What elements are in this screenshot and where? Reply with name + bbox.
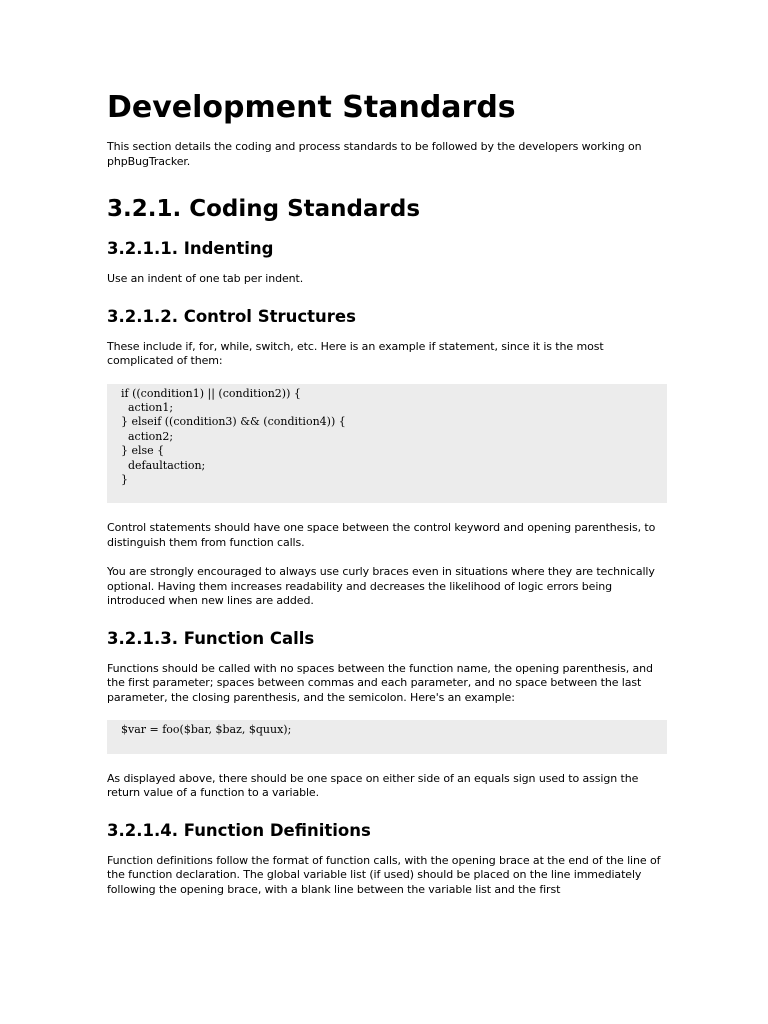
control-structures-paragraph: These include if, for, while, switch, etc. Here is an example if statement, since it is the most complicated of them: (107, 339, 604, 367)
page-title: Development Standards (107, 90, 516, 125)
subsection-heading-indenting: 3.2.1.1. Indenting (107, 239, 274, 258)
equals-sign-paragraph: As displayed above, there should be one space on either side of an equals sign used to assign the return value of a function to a variable. (107, 771, 639, 800)
document-page (107, 88, 667, 912)
subsection-heading-function-calls: 3.2.1.3. Function Calls (107, 628, 315, 648)
function-definitions-paragraph: Function definitions follow the format of function calls, with the opening brace at the end of the line of the function declaration. The global variable list (if used) should be placed on the line immediately following the opening brace, with a blank line between the variable list and the first (107, 853, 661, 896)
function-calls-paragraph: Functions should be called with no spaces between the function name, the opening parenthesis, and the first parameter; spaces between commas and each parameter, and no space between the last parameter, the closing parenthesis, and the semicolon. Here's an example: (107, 661, 653, 704)
subsection-heading-control-structures: 3.2.1.2. Control Structures (107, 306, 356, 326)
subsection-heading-function-definitions: 3.2.1.4. Function Definitions (107, 820, 371, 840)
section-heading-coding-standards: 3.2.1. Coding Standards (107, 196, 421, 222)
curly-braces-paragraph: You are strongly encouraged to always use curly braces even in situations where they are technically optional. Having them increases readability and decreases the likelihood of logic errors being introduced when new lines are added. (107, 565, 655, 608)
code-block-if-statement: if ((condition1) || (condition2)) { action1; } elseif ((condition3) && (condition4)) { action2; } else { defaultaction; } (107, 384, 667, 504)
control-statements-spacing-paragraph: Control statements should have one space between the control keyword and opening parenthesis, to distinguish them from function calls. (107, 521, 656, 549)
code-block-function-call: $var = foo($bar, $baz, $quux); (107, 720, 667, 753)
indenting-paragraph: Use an indent of one tab per indent. (107, 272, 304, 285)
intro-paragraph: This section details the coding and process standards to be followed by the developers working on phpBugTracker. (107, 140, 642, 168)
